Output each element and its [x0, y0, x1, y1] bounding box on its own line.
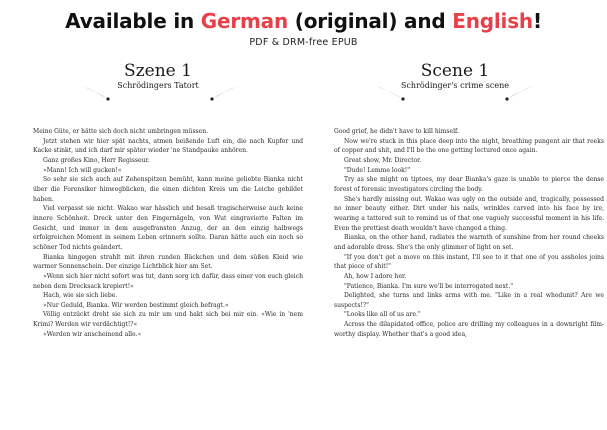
left-scene-title: Szene 1 [124, 61, 192, 81]
right-flourish-ornament-icon [375, 82, 535, 104]
paragraph: Bianka, on the other hand, radiates the warmth of sunshine from her round cheeks and adorable dress. She's the only glimmer of light on set. [334, 234, 604, 251]
right-flourish-wing-right [509, 86, 533, 98]
left-flourish-dot-left [106, 97, 109, 100]
headline-part-3: ! [532, 9, 542, 33]
paragraph: So sehr sie sich auch auf Zehenspitzen bemüht, kann meine geliebte Bianka nicht über die Forensiker hinwegblicken, die einen dichten Kreis um die Leiche gebildet haben. [33, 176, 303, 203]
paragraph: Ah, how I adore her. [344, 272, 407, 280]
paragraph: "Dude! Lemme look!" [344, 166, 410, 174]
left-flourish-dot-right [210, 97, 213, 100]
paragraph: She's hardly missing out. Wakao was ugly on the outside and, tragically, possessed no inner beauty either. Dirt under his nails, wrinkles carved into his face by ire, wearing a tattered suit to remind us of that one vaguely successful moment in his life. Even the prettiest death wouldn't have changed a thing. [334, 195, 604, 232]
banner-subtitle: PDF & DRM-free EPUB [249, 37, 358, 48]
paragraph: Jetzt stehen wir hier spät nachts, atmen beißende Luft ein, die nach Kupfer und Kacke stinkt, und ich darf mir später wieder 'ne Standpauke anhören. [33, 137, 303, 155]
paragraph: Völlig entzückt dreht sie sich zu mir um und hakt sich bei mir ein. »Wie in 'nem Krimi? Werden wir verdächtigt!?« [33, 311, 303, 329]
left-flourish-wing-right [214, 86, 238, 98]
paragraph: "Patience, Bianka. I'm sure we'll be interrogated next." [344, 282, 514, 290]
paragraph: Delighted, she turns and links arms with me. "Like in a real whodunit? Are we suspects!?" [334, 292, 604, 309]
headline-english: English [452, 9, 533, 33]
headline-german: German [200, 9, 289, 33]
paragraph: Try as she might on tiptoes, my dear Bianka's gaze is unable to pierce the dense forest of forensic investigators circling the body. [334, 176, 604, 193]
left-scene-subtitle: Schrödingers Tatort [117, 81, 199, 90]
right-scene-title: Scene 1 [420, 61, 490, 81]
right-scene-subtitle: Schrödinger's crime scene [400, 81, 510, 90]
banner-headline [0, 9, 607, 33]
paragraph: "If you don't get a move on this instant, I'll see to it that one of you assholes joins that piece of shit!" [334, 253, 604, 271]
right-flourish-dot-right [505, 97, 508, 100]
paragraph: Now we're stuck in this place deep into the night, breathing pungent air that reeks of copper and shit, and I'll be the one getting lectured once again. [334, 137, 604, 155]
paragraph: Good grief, he didn't have to kill himself. [334, 128, 459, 135]
paragraph: Great show, Mr. Director. [344, 156, 422, 164]
paragraph: Across the dilapidated office, police are drilling my colleagues in a downright film-worthy display. Whether that's a good idea, [334, 321, 604, 338]
paragraph: Ganz großes Kino, Herr Regisseur. [43, 156, 150, 164]
right-flourish-wing-left [377, 86, 401, 98]
left-flourish-wing-left [82, 86, 106, 98]
paragraph: »Werden wir anscheinend alle.« [43, 330, 142, 338]
paragraph: Meine Güte, er hätte sich doch nicht umbringen müssen. [33, 128, 209, 135]
german-text-column [33, 127, 303, 339]
left-flourish-ornament-icon [80, 82, 240, 104]
paragraph: »Mann! Ich will gucken!« [43, 166, 122, 174]
paragraph: »Nur Geduld, Bianka. Wir werden bestimmt gleich befragt.« [43, 301, 229, 309]
paragraph: »Wenn sich hier nicht sofort was tut, dann sorg ich dafür, dass einer von euch gleich neben dem Drecksack krepiert!« [33, 272, 303, 290]
paragraph: "Looks like all of us are." [344, 311, 421, 319]
paragraph: Bianka hingegen strahlt mit ihren runden Bäckchen und dem süßen Kleid wie warmer Sonnenschein. Der einzige Lichtblick hier am Set. [33, 253, 303, 271]
headline-part-2: (original) and [288, 9, 453, 33]
right-flourish-dot-left [401, 97, 404, 100]
headline-part-1: Available in [65, 9, 201, 33]
paragraph: Hach, wie sie sich liebe. [43, 292, 118, 300]
paragraph: Viel verpasst sie nicht. Wakao war hässlich und besaß tragischerweise auch keine innere Schönheit. Dreck unter den Fingernägeln, von Wut eingravierte Falten im Gesicht, und immer in dem ausgefransten Anzug, der an den einzig halbwegs erfolgreichen Moment in seinem Leben erinnern sollte. Daran hätte auch ein noch so schöner Tod nichts geändert. [33, 205, 303, 251]
english-text-column [334, 127, 604, 339]
